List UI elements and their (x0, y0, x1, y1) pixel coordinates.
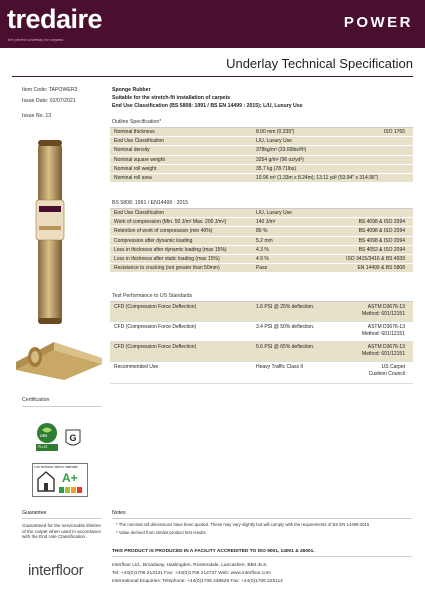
table-row: Compression after dynamic loading 5.2 mm BS 4098 & ISO 2094 (110, 237, 413, 246)
table-row: Resistance to cracking (not greater than 50mm) Pass EN 14499 & BS 5808 (110, 264, 413, 273)
table-row: Nominal roll weight 35.7 kg (78.71lbs) (110, 165, 413, 174)
carpet-institute-icon (64, 428, 82, 448)
iso-statement: THIS PRODUCT IS PRODUCED IN A FACILITY ACCREDITED TO ISO 9001, 14001 & 45001. (112, 549, 315, 554)
table-row: Retention of work of compression (min 40%) 80 % BS 4098 & ISO 2094 (110, 227, 413, 236)
table-row: Work of compression (Min. 50 J/m² Max. 200 J/m²) 140 J/m² BS 4098 & ISO 2094 (110, 218, 413, 227)
svg-text:G: G (69, 433, 77, 443)
table-row: CFD (Compression Force Deflection) 3.4 PSI @ 50% deflection. ASTM D3676-13 Method: 601/12151 (110, 322, 413, 342)
product-description: Sponge Rubber (112, 87, 151, 93)
company-address: Interfloor Ltd., Broadway, Haslingden, Rossendale, Lancashire, BB4 4LS. (112, 563, 268, 568)
table-row: Nominal thickness 8.00 mm (0.339") ISO 1765 (110, 128, 413, 137)
notes-title: Notes (112, 510, 126, 516)
table-row: End Use Classification L/U, Luxury Use (110, 209, 413, 218)
tredaire-logo: tredaire (7, 4, 103, 34)
outline-spec-table (110, 117, 413, 183)
item-code: Item Code: TAPOWER3 (22, 87, 78, 93)
bs5808-title: BS 5808: 1991 / EN14499 : 2015 (110, 198, 413, 209)
company-contact: Tel: +44(0)1706 213131 Fax: +44(0)1706 214737 Web: www.interfloor.com (112, 571, 271, 576)
product-line: POWER (343, 14, 413, 31)
table-row: Loss in thickness after dynamic loading (max 15%) 4.3 % BS 4052 & ISO 2094 (110, 246, 413, 255)
header-banner (0, 0, 425, 48)
page-title: Underlay Technical Specification (226, 56, 413, 71)
table-row: Loss in thickness after static loading (max 15%) 4.9 % ISO 3415/3416 & BS 4939 (110, 255, 413, 264)
certification-title: Certification (22, 397, 50, 403)
underlay-roll-image (30, 140, 70, 340)
divider (22, 406, 102, 407)
bs5808-table (110, 198, 413, 273)
underlay-sample-image (14, 320, 104, 380)
issue-number: Issue No. 13 (22, 113, 52, 119)
table-row: Nominal square weight 3254 g/m² (96 oz/yd²) (110, 156, 413, 165)
voc-label-text: Low emission interior materials (34, 465, 78, 469)
product-classification: End Use Classification (BS 5808: 1991 / BS EN 14499 : 2015): L/U, Luxury Use (112, 103, 303, 109)
table-row: Recommended Use Heavy Traffic Class II US Carpet Cushion Council (110, 362, 413, 384)
interfloor-logo: interfloor (28, 562, 84, 579)
tagline: the perfect underlay for carpets (8, 37, 64, 42)
divider (12, 76, 413, 77)
divider (112, 556, 412, 557)
note-derived-values: * Value derived from similar product test results (116, 530, 206, 535)
note-dimensions: * The nominal roll dimensions have been quoted. These may vary slightly but will comply with the requirements of BS EN 14499:2015 (116, 522, 370, 527)
table-row: Nominal density 378kg/m³ (23.60lbs/ft³) (110, 146, 413, 155)
cri-text: CRI (40, 433, 47, 438)
outline-spec-title: Outline Specification* (110, 117, 413, 128)
voc-grade: A+ (62, 471, 78, 485)
table-row: Nominal roll area 10.96 m² (1.33m x 8.24m); 13.11 yd² (53.94" x 314.96") (110, 174, 413, 183)
table-row: CFD (Compression Force Deflection) 1.6 PSI @ 25% deflection. ASTM D3676-13 Method: 601/12151 (110, 302, 413, 322)
divider (22, 518, 102, 519)
product-suitability: Suitable for the stretch-fit installation of carpets (112, 95, 231, 101)
international-contact: International Enquiries: Telephone: +44(0)1706 238625 Fax: +44(0)1706 225114 (112, 579, 283, 584)
issue-date: Issue Date: 02/07/2021 (22, 98, 76, 104)
table-row: End Use Classification L/U, Luxury Use (110, 137, 413, 146)
green-label-text: PLUS (38, 445, 48, 449)
table-row: CFD (Compression Force Deflection) 5.6 PSI @ 65% deflection. ASTM D3676-13 Method: 601/12151 (110, 342, 413, 362)
us-standards-table (110, 291, 413, 384)
divider (112, 518, 412, 519)
guarantee-text: Guaranteed for the serviceable lifetime of the carpet when used in accordance with the End Use Classification. (22, 523, 101, 540)
us-standards-title: Test Performance to US Standards (110, 291, 413, 302)
guarantee-title: Guarantee (22, 510, 47, 516)
